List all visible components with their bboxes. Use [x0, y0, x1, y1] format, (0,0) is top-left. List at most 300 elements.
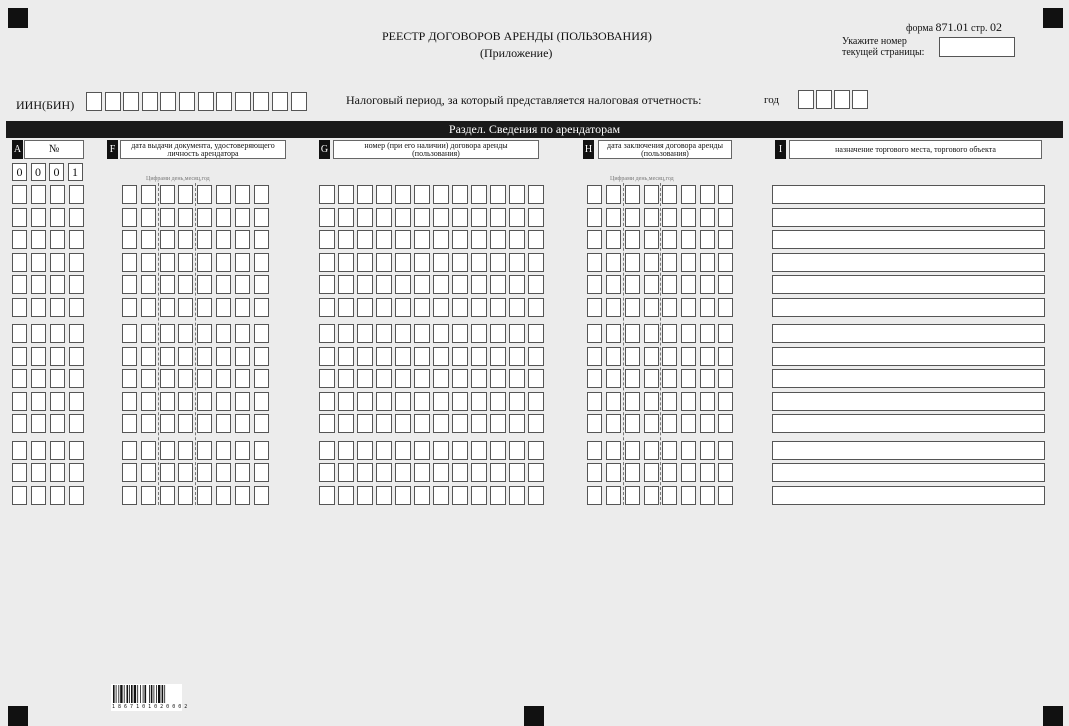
contract-date-cell[interactable] — [625, 347, 640, 366]
contract-number-cell[interactable] — [433, 441, 449, 460]
contract-date-cell[interactable] — [587, 185, 602, 204]
contract-number-cell[interactable] — [471, 486, 487, 505]
contract-date-cell[interactable] — [662, 414, 677, 433]
contract-number-cell[interactable] — [490, 275, 506, 294]
contract-number-cell[interactable] — [509, 369, 525, 388]
contract-date-cell[interactable] — [606, 486, 621, 505]
contract-date-cell[interactable] — [625, 275, 640, 294]
contract-number-cell[interactable] — [357, 298, 373, 317]
row-number-cell[interactable] — [50, 275, 65, 294]
contract-number-cell[interactable] — [414, 392, 430, 411]
contract-date-cell[interactable] — [625, 414, 640, 433]
contract-number-cell[interactable] — [338, 414, 354, 433]
contract-number-cell[interactable] — [528, 324, 544, 343]
contract-date-cell[interactable] — [625, 463, 640, 482]
purpose-field[interactable] — [772, 275, 1045, 294]
id-issue-date-cell[interactable] — [178, 441, 193, 460]
row-number-cell[interactable] — [12, 392, 27, 411]
contract-date-cell[interactable] — [718, 347, 733, 366]
id-issue-date-cell[interactable] — [160, 208, 175, 227]
contract-date-cell[interactable] — [681, 441, 696, 460]
row-number-cell[interactable] — [12, 486, 27, 505]
purpose-field[interactable] — [772, 392, 1045, 411]
contract-number-cell[interactable] — [471, 463, 487, 482]
contract-number-cell[interactable] — [471, 392, 487, 411]
id-issue-date-cell[interactable] — [122, 230, 137, 249]
id-issue-date-cell[interactable] — [178, 298, 193, 317]
contract-number-cell[interactable] — [528, 185, 544, 204]
id-issue-date-cell[interactable] — [178, 253, 193, 272]
id-issue-date-cell[interactable] — [122, 414, 137, 433]
contract-number-cell[interactable] — [338, 298, 354, 317]
contract-number-cell[interactable] — [376, 414, 392, 433]
contract-date-cell[interactable] — [681, 463, 696, 482]
contract-number-cell[interactable] — [414, 324, 430, 343]
row-number-cell[interactable] — [50, 369, 65, 388]
row-number-cell[interactable] — [69, 347, 84, 366]
row-number-cell[interactable] — [50, 298, 65, 317]
id-issue-date-cell[interactable] — [178, 230, 193, 249]
contract-number-cell[interactable] — [528, 463, 544, 482]
contract-number-cell[interactable] — [395, 369, 411, 388]
contract-date-cell[interactable] — [718, 230, 733, 249]
contract-number-cell[interactable] — [471, 369, 487, 388]
id-issue-date-cell[interactable] — [235, 298, 250, 317]
id-issue-date-cell[interactable] — [178, 208, 193, 227]
iin-digit-cell[interactable] — [86, 92, 102, 111]
page-number-input[interactable] — [939, 37, 1015, 57]
id-issue-date-cell[interactable] — [254, 230, 269, 249]
contract-number-cell[interactable] — [338, 208, 354, 227]
contract-date-cell[interactable] — [644, 275, 659, 294]
contract-number-cell[interactable] — [528, 298, 544, 317]
row-number-cell[interactable] — [12, 208, 27, 227]
contract-date-cell[interactable] — [662, 463, 677, 482]
purpose-field[interactable] — [772, 441, 1045, 460]
iin-digit-cell[interactable] — [142, 92, 158, 111]
id-issue-date-cell[interactable] — [254, 253, 269, 272]
contract-number-cell[interactable] — [395, 185, 411, 204]
id-issue-date-cell[interactable] — [122, 392, 137, 411]
contract-date-cell[interactable] — [644, 185, 659, 204]
id-issue-date-cell[interactable] — [216, 324, 231, 343]
contract-number-cell[interactable] — [357, 441, 373, 460]
contract-date-cell[interactable] — [587, 253, 602, 272]
contract-number-cell[interactable] — [452, 230, 468, 249]
contract-date-cell[interactable] — [662, 253, 677, 272]
id-issue-date-cell[interactable] — [141, 414, 156, 433]
contract-number-cell[interactable] — [357, 208, 373, 227]
contract-number-cell[interactable] — [452, 463, 468, 482]
contract-number-cell[interactable] — [357, 414, 373, 433]
contract-date-cell[interactable] — [681, 324, 696, 343]
contract-date-cell[interactable] — [700, 486, 715, 505]
contract-date-cell[interactable] — [681, 230, 696, 249]
id-issue-date-cell[interactable] — [254, 486, 269, 505]
id-issue-date-cell[interactable] — [197, 324, 212, 343]
id-issue-date-cell[interactable] — [197, 298, 212, 317]
row-number-cell[interactable] — [12, 463, 27, 482]
contract-date-cell[interactable] — [662, 208, 677, 227]
id-issue-date-cell[interactable] — [178, 486, 193, 505]
id-issue-date-cell[interactable] — [141, 463, 156, 482]
purpose-field[interactable] — [772, 208, 1045, 227]
contract-date-cell[interactable] — [587, 230, 602, 249]
iin-digit-cell[interactable] — [235, 92, 251, 111]
contract-number-cell[interactable] — [414, 441, 430, 460]
contract-number-cell[interactable] — [433, 253, 449, 272]
id-issue-date-cell[interactable] — [235, 324, 250, 343]
contract-number-cell[interactable] — [452, 253, 468, 272]
id-issue-date-cell[interactable] — [235, 486, 250, 505]
contract-date-cell[interactable] — [625, 441, 640, 460]
contract-date-cell[interactable] — [718, 392, 733, 411]
id-issue-date-cell[interactable] — [141, 253, 156, 272]
id-issue-date-cell[interactable] — [141, 347, 156, 366]
row-number-cell[interactable] — [12, 369, 27, 388]
row-number-cell[interactable] — [69, 185, 84, 204]
id-issue-date-cell[interactable] — [160, 463, 175, 482]
contract-date-cell[interactable] — [681, 275, 696, 294]
id-issue-date-cell[interactable] — [178, 392, 193, 411]
contract-number-cell[interactable] — [452, 208, 468, 227]
iin-digit-cell[interactable] — [272, 92, 288, 111]
id-issue-date-cell[interactable] — [160, 324, 175, 343]
row-number-cell[interactable] — [31, 486, 46, 505]
contract-date-cell[interactable] — [662, 298, 677, 317]
contract-number-cell[interactable] — [509, 185, 525, 204]
contract-date-cell[interactable] — [662, 392, 677, 411]
id-issue-date-cell[interactable] — [216, 347, 231, 366]
id-issue-date-cell[interactable] — [235, 369, 250, 388]
row-number-cell[interactable] — [31, 275, 46, 294]
contract-date-cell[interactable] — [606, 253, 621, 272]
iin-digit-cell[interactable] — [105, 92, 121, 111]
row-number-cell[interactable] — [50, 414, 65, 433]
contract-number-cell[interactable] — [509, 347, 525, 366]
id-issue-date-cell[interactable] — [197, 392, 212, 411]
id-issue-date-cell[interactable] — [122, 486, 137, 505]
contract-date-cell[interactable] — [662, 486, 677, 505]
contract-number-cell[interactable] — [471, 253, 487, 272]
contract-number-cell[interactable] — [414, 414, 430, 433]
id-issue-date-cell[interactable] — [160, 230, 175, 249]
id-issue-date-cell[interactable] — [160, 347, 175, 366]
contract-number-cell[interactable] — [414, 275, 430, 294]
contract-date-cell[interactable] — [606, 347, 621, 366]
contract-number-cell[interactable] — [414, 463, 430, 482]
contract-number-cell[interactable] — [376, 298, 392, 317]
contract-number-cell[interactable] — [509, 324, 525, 343]
contract-number-cell[interactable] — [452, 275, 468, 294]
id-issue-date-cell[interactable] — [160, 253, 175, 272]
row-number-cell[interactable] — [12, 275, 27, 294]
id-issue-date-cell[interactable] — [197, 441, 212, 460]
contract-date-cell[interactable] — [644, 463, 659, 482]
contract-number-cell[interactable] — [319, 441, 335, 460]
row-number-cell[interactable] — [69, 392, 84, 411]
id-issue-date-cell[interactable] — [254, 463, 269, 482]
contract-number-cell[interactable] — [376, 324, 392, 343]
contract-number-cell[interactable] — [338, 347, 354, 366]
id-issue-date-cell[interactable] — [141, 486, 156, 505]
contract-number-cell[interactable] — [452, 185, 468, 204]
id-issue-date-cell[interactable] — [235, 208, 250, 227]
contract-date-cell[interactable] — [718, 324, 733, 343]
row-number-cell[interactable] — [12, 324, 27, 343]
contract-number-cell[interactable] — [509, 486, 525, 505]
row-number-cell[interactable] — [31, 185, 46, 204]
contract-number-cell[interactable] — [414, 486, 430, 505]
contract-number-cell[interactable] — [376, 463, 392, 482]
contract-number-cell[interactable] — [490, 441, 506, 460]
contract-number-cell[interactable] — [433, 369, 449, 388]
id-issue-date-cell[interactable] — [122, 298, 137, 317]
contract-number-cell[interactable] — [319, 275, 335, 294]
row-number-cell[interactable] — [12, 185, 27, 204]
contract-date-cell[interactable] — [587, 347, 602, 366]
id-issue-date-cell[interactable] — [197, 230, 212, 249]
row-number-cell[interactable] — [12, 414, 27, 433]
contract-number-cell[interactable] — [490, 324, 506, 343]
contract-number-cell[interactable] — [395, 253, 411, 272]
contract-number-cell[interactable] — [357, 230, 373, 249]
contract-number-cell[interactable] — [528, 208, 544, 227]
purpose-field[interactable] — [772, 298, 1045, 317]
id-issue-date-cell[interactable] — [141, 230, 156, 249]
id-issue-date-cell[interactable] — [197, 463, 212, 482]
id-issue-date-cell[interactable] — [254, 392, 269, 411]
row-number-cell[interactable] — [31, 463, 46, 482]
contract-number-cell[interactable] — [395, 230, 411, 249]
id-issue-date-cell[interactable] — [216, 369, 231, 388]
contract-date-cell[interactable] — [718, 369, 733, 388]
contract-number-cell[interactable] — [509, 441, 525, 460]
row-number-cell[interactable] — [69, 275, 84, 294]
contract-number-cell[interactable] — [338, 486, 354, 505]
id-issue-date-cell[interactable] — [122, 324, 137, 343]
contract-date-cell[interactable] — [718, 275, 733, 294]
contract-number-cell[interactable] — [471, 298, 487, 317]
contract-date-cell[interactable] — [644, 486, 659, 505]
contract-number-cell[interactable] — [376, 392, 392, 411]
id-issue-date-cell[interactable] — [160, 441, 175, 460]
contract-number-cell[interactable] — [338, 185, 354, 204]
contract-number-cell[interactable] — [414, 253, 430, 272]
contract-date-cell[interactable] — [606, 230, 621, 249]
contract-date-cell[interactable] — [644, 253, 659, 272]
id-issue-date-cell[interactable] — [216, 463, 231, 482]
contract-number-cell[interactable] — [319, 253, 335, 272]
contract-number-cell[interactable] — [528, 441, 544, 460]
contract-number-cell[interactable] — [395, 275, 411, 294]
contract-number-cell[interactable] — [528, 392, 544, 411]
contract-number-cell[interactable] — [490, 298, 506, 317]
id-issue-date-cell[interactable] — [178, 185, 193, 204]
row-number-cell[interactable] — [69, 463, 84, 482]
contract-date-cell[interactable] — [625, 230, 640, 249]
contract-number-cell[interactable] — [319, 185, 335, 204]
id-issue-date-cell[interactable] — [141, 324, 156, 343]
contract-number-cell[interactable] — [395, 324, 411, 343]
contract-number-cell[interactable] — [376, 253, 392, 272]
contract-date-cell[interactable] — [606, 298, 621, 317]
id-issue-date-cell[interactable] — [141, 275, 156, 294]
contract-number-cell[interactable] — [452, 392, 468, 411]
row-number-cell[interactable] — [31, 208, 46, 227]
contract-number-cell[interactable] — [338, 253, 354, 272]
contract-number-cell[interactable] — [395, 347, 411, 366]
id-issue-date-cell[interactable] — [197, 347, 212, 366]
iin-digit-cell[interactable] — [216, 92, 232, 111]
contract-number-cell[interactable] — [376, 441, 392, 460]
id-issue-date-cell[interactable] — [178, 369, 193, 388]
contract-date-cell[interactable] — [606, 208, 621, 227]
contract-number-cell[interactable] — [433, 275, 449, 294]
contract-number-cell[interactable] — [414, 185, 430, 204]
contract-date-cell[interactable] — [662, 185, 677, 204]
contract-date-cell[interactable] — [606, 275, 621, 294]
contract-number-cell[interactable] — [528, 275, 544, 294]
contract-date-cell[interactable] — [700, 298, 715, 317]
id-issue-date-cell[interactable] — [122, 369, 137, 388]
row-number-cell[interactable] — [12, 230, 27, 249]
purpose-field[interactable] — [772, 369, 1045, 388]
id-issue-date-cell[interactable] — [216, 414, 231, 433]
contract-number-cell[interactable] — [319, 486, 335, 505]
contract-number-cell[interactable] — [528, 486, 544, 505]
contract-number-cell[interactable] — [509, 275, 525, 294]
id-issue-date-cell[interactable] — [216, 230, 231, 249]
id-issue-date-cell[interactable] — [178, 275, 193, 294]
contract-number-cell[interactable] — [471, 441, 487, 460]
contract-date-cell[interactable] — [681, 414, 696, 433]
contract-number-cell[interactable] — [490, 185, 506, 204]
row-number-cell[interactable] — [31, 324, 46, 343]
contract-number-cell[interactable] — [357, 463, 373, 482]
contract-number-cell[interactable] — [490, 208, 506, 227]
id-issue-date-cell[interactable] — [197, 369, 212, 388]
contract-number-cell[interactable] — [433, 298, 449, 317]
contract-date-cell[interactable] — [718, 208, 733, 227]
contract-number-cell[interactable] — [414, 230, 430, 249]
purpose-field[interactable] — [772, 414, 1045, 433]
iin-digit-cell[interactable] — [160, 92, 176, 111]
id-issue-date-cell[interactable] — [141, 441, 156, 460]
contract-date-cell[interactable] — [662, 441, 677, 460]
row-number-cell[interactable] — [69, 324, 84, 343]
contract-date-cell[interactable] — [718, 298, 733, 317]
contract-date-cell[interactable] — [644, 324, 659, 343]
contract-number-cell[interactable] — [433, 486, 449, 505]
contract-date-cell[interactable] — [587, 369, 602, 388]
contract-number-cell[interactable] — [319, 463, 335, 482]
contract-date-cell[interactable] — [718, 441, 733, 460]
row-number-cell[interactable] — [50, 347, 65, 366]
row-number-cell[interactable] — [50, 230, 65, 249]
contract-number-cell[interactable] — [471, 208, 487, 227]
row-number-cell[interactable] — [31, 369, 46, 388]
contract-number-cell[interactable] — [357, 392, 373, 411]
contract-date-cell[interactable] — [700, 230, 715, 249]
id-issue-date-cell[interactable] — [197, 275, 212, 294]
row-number-cell[interactable] — [69, 208, 84, 227]
contract-date-cell[interactable] — [587, 441, 602, 460]
contract-number-cell[interactable] — [433, 230, 449, 249]
row-number-cell[interactable] — [31, 347, 46, 366]
contract-date-cell[interactable] — [662, 324, 677, 343]
contract-number-cell[interactable] — [338, 441, 354, 460]
contract-number-cell[interactable] — [319, 347, 335, 366]
contract-date-cell[interactable] — [681, 208, 696, 227]
contract-number-cell[interactable] — [376, 369, 392, 388]
contract-number-cell[interactable] — [357, 185, 373, 204]
contract-number-cell[interactable] — [319, 230, 335, 249]
row-number-cell[interactable] — [31, 298, 46, 317]
contract-date-cell[interactable] — [700, 275, 715, 294]
contract-number-cell[interactable] — [452, 298, 468, 317]
id-issue-date-cell[interactable] — [216, 441, 231, 460]
contract-number-cell[interactable] — [452, 486, 468, 505]
contract-number-cell[interactable] — [395, 414, 411, 433]
contract-number-cell[interactable] — [509, 414, 525, 433]
contract-date-cell[interactable] — [644, 208, 659, 227]
id-issue-date-cell[interactable] — [254, 441, 269, 460]
id-issue-date-cell[interactable] — [178, 324, 193, 343]
contract-date-cell[interactable] — [644, 414, 659, 433]
contract-date-cell[interactable] — [700, 253, 715, 272]
contract-date-cell[interactable] — [700, 463, 715, 482]
id-issue-date-cell[interactable] — [178, 414, 193, 433]
iin-digit-cell[interactable] — [291, 92, 307, 111]
contract-date-cell[interactable] — [606, 441, 621, 460]
row-number-cell[interactable] — [69, 414, 84, 433]
contract-number-cell[interactable] — [414, 208, 430, 227]
id-issue-date-cell[interactable] — [178, 463, 193, 482]
contract-date-cell[interactable] — [587, 414, 602, 433]
contract-number-cell[interactable] — [452, 347, 468, 366]
contract-number-cell[interactable] — [509, 253, 525, 272]
contract-number-cell[interactable] — [452, 324, 468, 343]
id-issue-date-cell[interactable] — [178, 347, 193, 366]
contract-date-cell[interactable] — [625, 253, 640, 272]
contract-date-cell[interactable] — [681, 253, 696, 272]
id-issue-date-cell[interactable] — [254, 414, 269, 433]
contract-date-cell[interactable] — [700, 414, 715, 433]
contract-number-cell[interactable] — [357, 324, 373, 343]
id-issue-date-cell[interactable] — [216, 392, 231, 411]
contract-number-cell[interactable] — [319, 298, 335, 317]
id-issue-date-cell[interactable] — [235, 230, 250, 249]
contract-date-cell[interactable] — [700, 392, 715, 411]
contract-date-cell[interactable] — [606, 324, 621, 343]
contract-number-cell[interactable] — [376, 486, 392, 505]
id-issue-date-cell[interactable] — [122, 441, 137, 460]
row-number-cell[interactable] — [50, 486, 65, 505]
contract-number-cell[interactable] — [319, 369, 335, 388]
contract-number-cell[interactable] — [376, 185, 392, 204]
id-issue-date-cell[interactable] — [254, 185, 269, 204]
id-issue-date-cell[interactable] — [235, 463, 250, 482]
contract-number-cell[interactable] — [433, 347, 449, 366]
contract-date-cell[interactable] — [662, 275, 677, 294]
id-issue-date-cell[interactable] — [141, 392, 156, 411]
row-number-cell[interactable] — [12, 441, 27, 460]
contract-date-cell[interactable] — [700, 347, 715, 366]
id-issue-date-cell[interactable] — [122, 275, 137, 294]
contract-number-cell[interactable] — [433, 324, 449, 343]
contract-date-cell[interactable] — [718, 463, 733, 482]
